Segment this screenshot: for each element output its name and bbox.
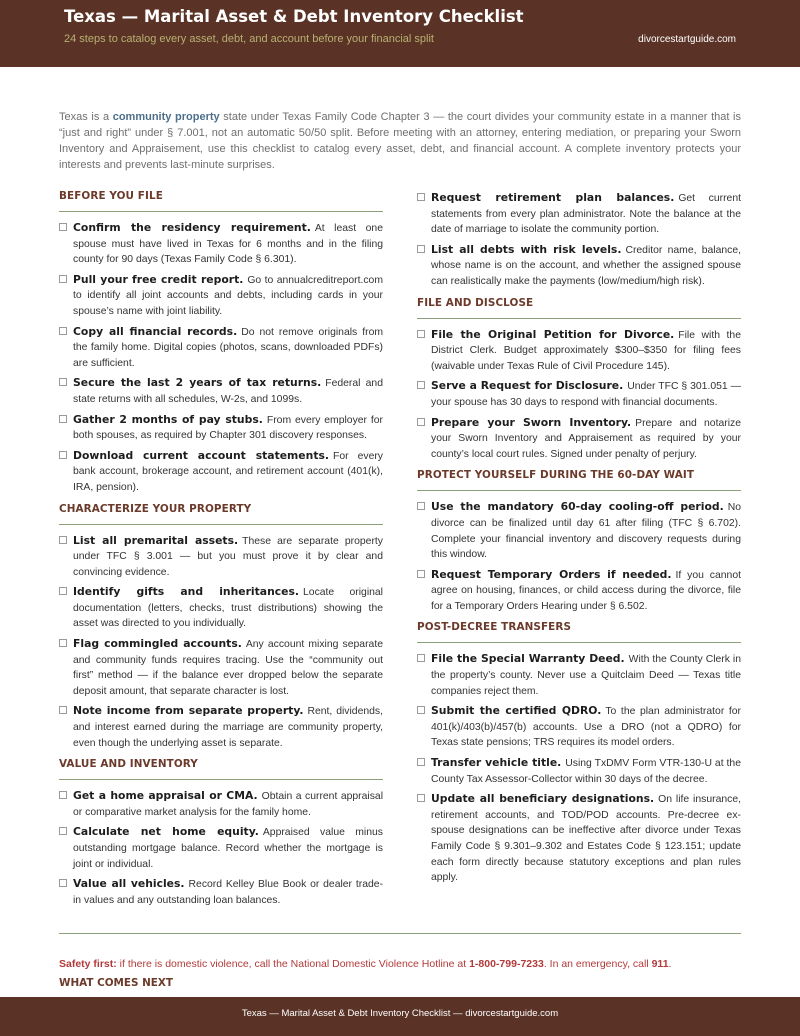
checkbox[interactable] (59, 275, 67, 283)
checkbox[interactable] (59, 378, 67, 386)
checkbox[interactable] (59, 791, 67, 799)
checklist-item[interactable] (59, 584, 383, 632)
checkbox[interactable] (59, 827, 67, 835)
item-title: Download current account statements. (73, 448, 330, 462)
item-title: Note income from separate property. (73, 704, 304, 718)
item-description: For every bank account, brokerage account, and retirement account (401(k), IRA, pension). (73, 450, 383, 493)
checkbox[interactable] (417, 758, 425, 766)
item-title: Pull your free credit report. (73, 272, 244, 286)
checklist-item[interactable] (59, 220, 383, 268)
item-title: List all debts with risk levels. (431, 242, 622, 256)
item-description: Locate original documentation (letters, checks, trust distributions) showing the asset was directed to you individually. (73, 587, 383, 630)
right-column (417, 190, 741, 893)
item-description: Obtain a current appraisal or comparative market analysis for the family home. (73, 791, 383, 818)
checkbox[interactable] (417, 706, 425, 714)
item-description: Get current statements from every plan administrator. Note the balance at the date of marriage to isolate the community portion. (431, 193, 742, 236)
safety-notice (59, 958, 741, 970)
item-description: No divorce can be finalized until day 61 after filing (TFC § 6.702). Complete your financial inventory and discovery requests during this window. (431, 502, 741, 561)
checklist-section (59, 190, 383, 496)
item-description: Any account mixing separate and community funds requires tracing. Use the “community out first” method — if the balance ever dropped below the separate deposit amount, that separate character is lost. (73, 639, 383, 697)
checkbox[interactable] (59, 536, 67, 544)
checklist-item[interactable] (59, 636, 383, 699)
checklist-item[interactable] (59, 703, 383, 751)
checkbox[interactable] (417, 418, 425, 426)
checklist-item[interactable] (417, 791, 741, 886)
checklist-item[interactable] (417, 415, 741, 463)
item-description: Under TFC § 301.051 — your spouse has 30 days to respond with financial documents. (431, 381, 742, 408)
item-title: Identify gifts and inheritances. (73, 585, 300, 599)
checklist-item[interactable] (417, 499, 741, 562)
footer-text: Texas — Marital Asset & Debt Inventory Checklist — divorcestartguide.com (241, 1008, 559, 1019)
checklist-item[interactable] (59, 324, 383, 372)
item-description: These are separate property under TFC § 3.001 — but you must prove it by clear and convincing evidence. (73, 535, 383, 578)
intro-emphasis: community property (112, 111, 220, 123)
page-title: Texas — Marital Asset & Debt Inventory Checklist (64, 7, 524, 26)
item-title: Copy all financial records. (73, 324, 238, 338)
checkbox[interactable] (59, 706, 67, 714)
emergency-number[interactable]: 911 (651, 958, 669, 970)
item-description: Go to annualcreditreport.com to identify all joint accounts and debts, including cards in your spouse’s name with joint liability. (73, 274, 383, 317)
section-title: CHARACTERIZE YOUR PROPERTY (59, 503, 383, 525)
checklist-item[interactable] (417, 651, 741, 699)
checklist-item[interactable] (59, 272, 383, 320)
hotline-number[interactable]: 1-800-799-7233 (469, 958, 544, 970)
divider (59, 933, 741, 934)
item-description: Creditor name, balance, whose name is on the account, and whether the assigned spouse can realistically make the payments (low/medium/high risk). (431, 244, 741, 287)
item-title: Secure the last 2 years of tax returns. (73, 376, 322, 390)
section-title: FILE AND DISCLOSE (417, 297, 741, 319)
section-title: VALUE AND INVENTORY (59, 758, 383, 780)
intro-text-before: Texas is a (59, 111, 113, 123)
item-description: Federal and state returns with all schedules, W-2s, and 1099s. (73, 378, 383, 405)
item-description: Using TxDMV Form VTR-130-U at the County Tax Assessor-Collector within 30 days of the decree. (431, 758, 741, 785)
checklist-item[interactable] (59, 824, 383, 872)
item-description: To the plan administrator for 401(k)/403(b)/457(b) accounts. Use a DRO (not a QDRO) for Texas state pensions; TRS requires its model orders. (431, 706, 741, 749)
checklist-item[interactable] (59, 412, 383, 444)
section-title: BEFORE YOU FILE (59, 190, 383, 212)
item-title: Value all vehicles. (73, 877, 185, 891)
item-title: Gather 2 months of pay stubs. (73, 412, 263, 426)
checkbox[interactable] (417, 381, 425, 389)
page-header (0, 0, 800, 67)
item-title: Flag commingled accounts. (73, 637, 242, 651)
checklist-item[interactable] (59, 448, 383, 496)
item-description: Rent, dividends, and interest earned during the marriage are community property, even though the underlying asset is separate. (73, 706, 383, 749)
item-title: Get a home appraisal or CMA. (73, 789, 258, 803)
checkbox[interactable] (417, 794, 425, 802)
checklist-item[interactable] (59, 533, 383, 581)
item-description: Record Kelley Blue Book or dealer trade-in values and any outstanding loan balances. (73, 879, 383, 906)
checkbox[interactable] (417, 570, 425, 578)
safety-text: . (668, 958, 672, 970)
item-description: If you cannot agree on housing, finances, or child access during the divorce, file for a Temporary Orders Hearing under § 6.502. (431, 569, 741, 612)
checklist-item[interactable] (59, 876, 383, 908)
checklist-section (417, 469, 741, 614)
checklist-section (59, 758, 383, 908)
item-title: Submit the certified QDRO. (431, 704, 602, 718)
section-title: POST-DECREE TRANSFERS (417, 621, 741, 643)
checkbox[interactable] (59, 223, 67, 231)
item-title: List all premarital assets. (73, 533, 239, 547)
item-title: File the Special Warranty Deed. (431, 652, 625, 666)
item-title: File the Original Petition for Divorce. (431, 327, 675, 341)
checklist-item[interactable] (59, 375, 383, 407)
checkbox[interactable] (417, 330, 425, 338)
page-footer (0, 997, 800, 1036)
checkbox[interactable] (59, 587, 67, 595)
safety-label: Safety first: (59, 958, 117, 970)
checklist-item[interactable] (417, 567, 741, 615)
intro-text-after: state under Texas Family Code Chapter 3 — the court divides your community estate in a manner that is “just and right” under § 7.001, not an automatic 50/50 split. Before meeting with an attorney, entering mediation, or preparing your Sworn Inventory and Appraisement, use this checklist to catalog every asset, debt, and financial account. A complete inventory protects your interests and prevents last-minute surprises. (59, 111, 741, 171)
item-title: Confirm the residency requirement. (73, 221, 311, 234)
safety-text: . In an emergency, call (543, 958, 652, 970)
checklist-item[interactable] (417, 378, 741, 410)
item-title: Request Temporary Orders if needed. (431, 567, 672, 581)
checkbox[interactable] (417, 245, 425, 253)
checkbox[interactable] (59, 879, 67, 887)
checkbox[interactable] (59, 639, 67, 647)
checklist-item[interactable] (417, 703, 741, 751)
checkbox[interactable] (59, 415, 67, 423)
item-title: Prepare your Sworn Inventory. (431, 415, 632, 429)
item-description: On life insurance, retirement accounts, and TOD/POD accounts. Pre-decree ex-spouse designations can be ineffective after divorce under Texas Family Code § 9.301–9.302 and Estates Code § 123.151; update each form directly because statutory exceptions and plan rules apply. (431, 794, 741, 884)
page-subtitle: 24 steps to catalog every asset, debt, and account before your financial split (64, 33, 434, 45)
item-title: Use the mandatory 60-day cooling-off period. (431, 500, 724, 514)
checklist-item[interactable] (59, 788, 383, 820)
item-description: With the County Clerk in the property’s county. Never use a Quitclaim Deed — Texas title companies reject them. (431, 654, 742, 697)
site-name: divorcestartguide.com (638, 34, 736, 45)
intro-paragraph (59, 109, 741, 173)
item-description: Do not remove originals from the family home. Digital copies (photos, scans, downloaded PDFs) are sufficient. (73, 326, 383, 369)
item-description: File with the District Clerk. Budget approximately $300–$350 for filing fees (waivable under Texas Rule of Civil Procedure 145). (431, 329, 741, 372)
checklist-section (417, 297, 741, 463)
checklist-item[interactable] (417, 327, 741, 375)
checklist-item[interactable] (417, 242, 741, 290)
item-description: Prepare and notarize your Sworn Inventory and Appraisement as required by your county’s local court rules. Signed under penalty of perjury. (431, 417, 741, 460)
safety-text: if there is domestic violence, call the National Domestic Violence Hotline at (116, 958, 470, 970)
checkbox[interactable] (417, 193, 425, 201)
checklist-section (59, 503, 383, 752)
what-comes-next-heading: WHAT COMES NEXT (59, 977, 173, 989)
item-title: Serve a Request for Disclosure. (431, 379, 624, 393)
checklist-item[interactable] (417, 190, 741, 238)
checklist-item[interactable] (417, 755, 741, 787)
checklist-section-continued (417, 190, 741, 290)
item-description: At least one spouse must have lived in Texas for 6 months and in the filing county for 90 days (Texas Family Code § 6.301). (73, 223, 383, 266)
item-title: Calculate net home equity. (73, 825, 259, 839)
checkbox[interactable] (417, 502, 425, 510)
checkbox[interactable] (59, 327, 67, 335)
item-description: From every employer for both spouses, as required by Chapter 301 discovery responses. (73, 414, 383, 442)
left-column (59, 190, 383, 915)
section-title: PROTECT YOURSELF DURING THE 60-DAY WAIT (417, 469, 741, 491)
item-title: Request retirement plan balances. (431, 191, 675, 204)
item-title: Transfer vehicle title. (431, 756, 562, 770)
checkbox[interactable] (59, 451, 67, 459)
item-description: Appraised value minus outstanding mortgage balance. Record whether the mortgage is joint or individual. (73, 827, 383, 870)
item-title: Update all beneficiary designations. (431, 792, 655, 806)
checklist-section (417, 621, 741, 885)
checkbox[interactable] (417, 654, 425, 662)
